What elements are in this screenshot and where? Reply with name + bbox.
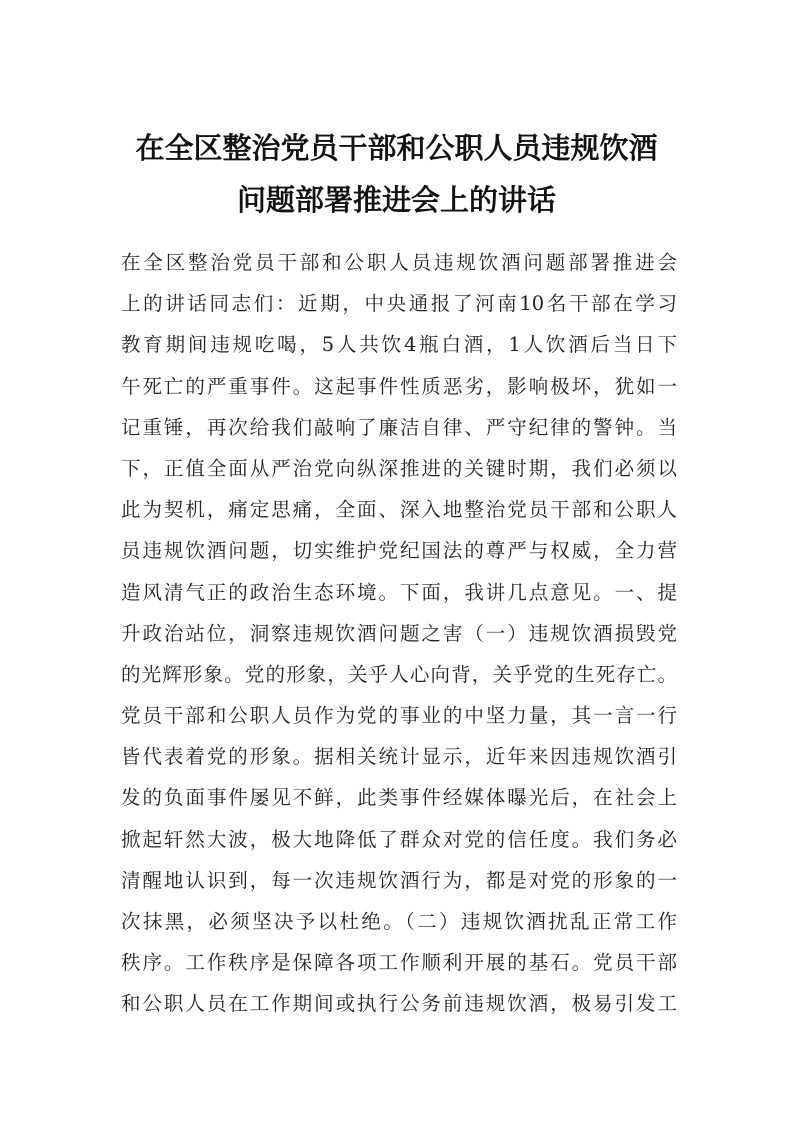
body-line: 清醒地认识到，每一次违规饮酒行为，都是对党的形象的一 xyxy=(121,868,677,892)
body-line: 掀起轩然大波，极大地降低了群众对党的信任度。我们务必 xyxy=(121,827,677,851)
body-line: 党员干部和公职人员作为党的事业的中坚力量，其一言一行 xyxy=(121,704,677,728)
body-line: 记重锤，再次给我们敲响了廉洁自律、严守纪律的警钟。当 xyxy=(121,415,677,439)
document-body xyxy=(121,242,677,1025)
body-line: 秩序。工作秩序是保障各项工作顺利开展的基石。党员干部 xyxy=(121,951,677,975)
body-line: 午死亡的严重事件。这起事件性质恶劣，影响极坏，犹如一 xyxy=(121,374,677,398)
title-line-2: 问题部署推进会上的讲话 xyxy=(236,183,556,217)
body-line: 升政治站位，洞察违规饮酒问题之害（一）违规饮酒损毁党 xyxy=(121,621,677,645)
body-line: 员违规饮酒问题，切实维护党纪国法的尊严与权威，全力营 xyxy=(121,539,677,563)
body-line: 发的负面事件屡见不鲜，此类事件经媒体曝光后，在社会上 xyxy=(121,786,677,810)
body-line: 皆代表着党的形象。据相关统计显示，近年来因违规饮酒引 xyxy=(121,745,677,769)
body-line: 上的讲话同志们：近期，中央通报了河南10名干部在学习 xyxy=(121,292,677,316)
body-line: 此为契机，痛定思痛，全面、深入地整治党员干部和公职人 xyxy=(121,498,677,522)
body-line: 和公职人员在工作期间或执行公务前违规饮酒，极易引发工 xyxy=(121,992,677,1016)
document-title xyxy=(100,122,693,226)
title-line-1: 在全区整治党员干部和公职人员违规饮酒 xyxy=(135,131,658,165)
body-line: 下，正值全面从严治党向纵深推进的关键时期，我们必须以 xyxy=(121,456,677,480)
body-line: 造风清气正的政治生态环境。下面，我讲几点意见。一、提 xyxy=(121,580,677,604)
body-line: 教育期间违规吃喝，5人共饮4瓶白酒，1人饮酒后当日下 xyxy=(121,333,677,357)
body-line: 次抹黑，必须坚决予以杜绝。（二）违规饮酒扰乱正常工作 xyxy=(121,910,677,933)
body-line: 的光辉形象。党的形象，关乎人心向背，关乎党的生死存亡。 xyxy=(121,662,677,686)
body-line: 在全区整治党员干部和公职人员违规饮酒问题部署推进会 xyxy=(121,251,677,274)
